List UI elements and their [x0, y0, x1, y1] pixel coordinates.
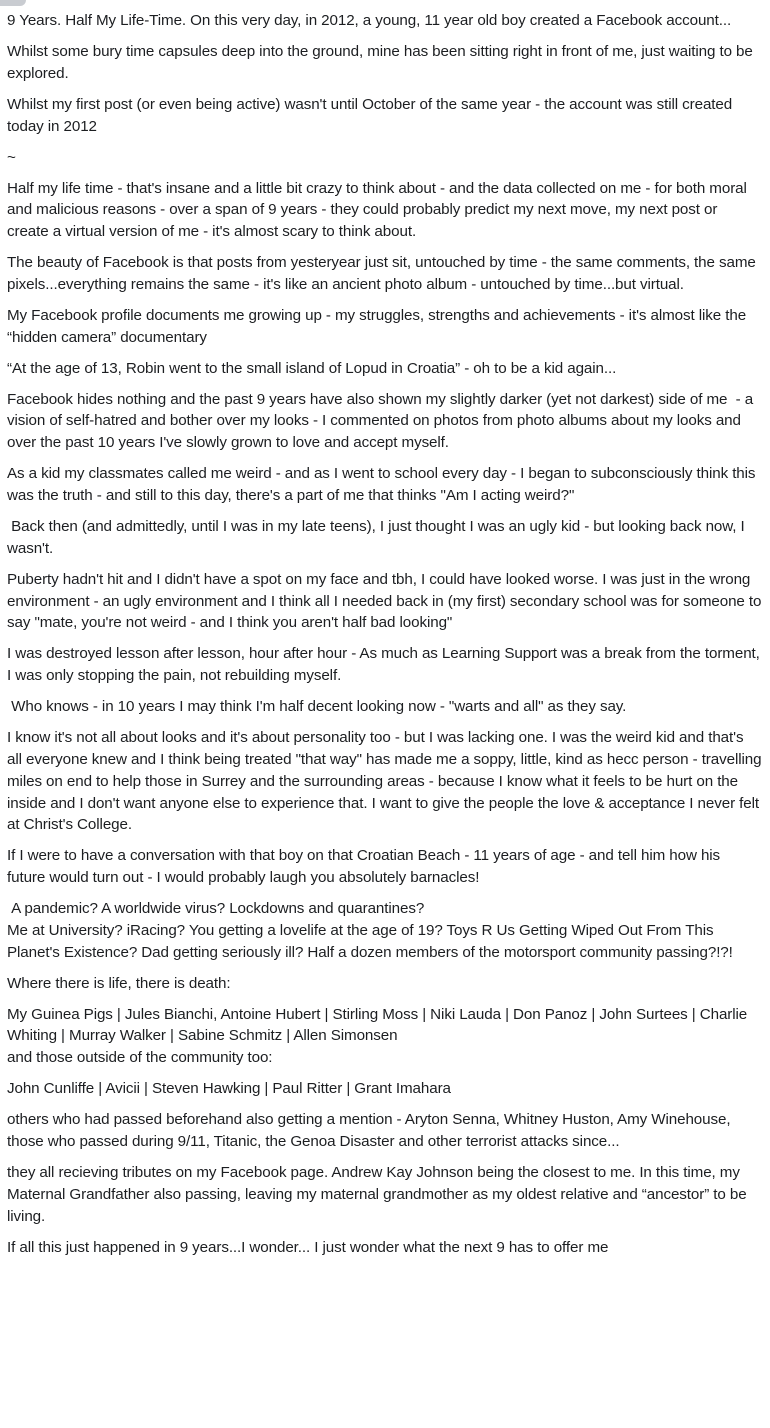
- post-paragraph: If all this just happened in 9 years...I wonder... I just wonder what the next 9 has to offer me: [7, 1238, 609, 1256]
- post-paragraph: A pandemic? A worldwide virus? Lockdowns and quarantines? Me at University? iRacing? You getting a lovelife at the age of 19? Toys R Us Getting Wiped Out From This Planet's Existence? Dad getting seriously ill? Half a dozen members of the motorsport community passing?!?!: [7, 900, 733, 961]
- post-paragraph: I know it's not all about looks and it's about personality too - but I was lacking one. I was the weird kid and that's all everyone knew and I think being treated "that way" has made me a soppy, little, kind as hecc person - travelling miles on end to help those in Surrey and the surrounding areas - because I know what it feels to be hurt on the inside and I don't want anyone else to experience that. I want to give the people the love & acceptance I never felt at Christ's College.: [7, 729, 766, 834]
- post-paragraph: Whilst some bury time capsules deep into the ground, mine has been sitting right in front of me, just waiting to be explored.: [7, 42, 757, 82]
- post-paragraph: they all recieving tributes on my Facebook page. Andrew Kay Johnson being the closest to me. In this time, my Maternal Grandfather also passing, leaving my maternal grandmother as my oldest relative and “ancestor” to be living.: [7, 1164, 751, 1225]
- post-paragraph: My Guinea Pigs | Jules Bianchi, Antoine Hubert | Stirling Moss | Niki Lauda | Don Panoz | John Surtees | Charlie Whiting | Murray Walker | Sabine Schmitz | Allen Simonsen and those outside of the community too:: [7, 1005, 748, 1067]
- post-paragraph: The beauty of Facebook is that posts from yesteryear just sit, untouched by time - the same comments, the same pixels...everything remains the same - it's like an ancient photo album - untouched by time...but virtual.: [7, 254, 760, 293]
- post-paragraph: Puberty hadn't hit and I didn't have a spot on my face and tbh, I could have looked worse. I was just in the wrong environment - an ugly environment and I think all I needed back in (my first) secondary school was for someone to say "mate, you're not weird - and I think you aren't half bad looking": [7, 570, 766, 632]
- post-paragraph: I was destroyed lesson after lesson, hour after hour - As much as Learning Support was a break from the torment, I was only stopping the pain, not rebuilding myself.: [7, 645, 764, 685]
- post-paragraph: Back then (and admittedly, until I was in my late teens), I just thought I was an ugly kid - but looking back now, I wasn't.: [7, 518, 749, 557]
- post-paragraph: If I were to have a conversation with that boy on that Croatian Beach - 11 years of age - and tell him how his future would turn out - I would probably laugh you absolutely barnacles!: [7, 847, 725, 887]
- post-paragraph: Half my life time - that's insane and a little bit crazy to think about - and the data collected on me - for both moral and malicious reasons - over a span of 9 years - they could probably predict my next move, my next post or create a virtual version of me - it's almost scary to think about.: [7, 179, 751, 241]
- post-paragraph: Where there is life, there is death:: [7, 974, 231, 992]
- post-paragraph: Whilst my first post (or even being active) wasn't until October of the same year - the account was still created today in 2012: [7, 95, 737, 135]
- post-paragraph: My Facebook profile documents me growing up - my struggles, strengths and achievements - it's almost like the “hidden camera” documentary: [7, 306, 751, 346]
- post-paragraph: As a kid my classmates called me weird - and as I went to school every day - I began to subconsciously think this was the truth - and still to this day, there's a part of me that thinks "Am I acting weird?": [7, 465, 760, 505]
- post-paragraph: Facebook hides nothing and the past 9 years have also shown my slightly darker (yet not darkest) side of me - a vision of self-hatred and bother over my looks - I commented on photos from photo albums about my looks and over the past 10 years I've slowly grown to love and accept myself.: [7, 390, 758, 452]
- post-paragraph: “At the age of 13, Robin went to the small island of Lopud in Croatia” - oh to be a kid again...: [7, 359, 617, 377]
- post-paragraph: Who knows - in 10 years I may think I'm half decent looking now - "warts and all" as they say.: [7, 698, 627, 716]
- post-paragraph: John Cunliffe | Avicii | Steven Hawking | Paul Ritter | Grant Imahara: [7, 1080, 451, 1098]
- post-paragraph: others who had passed beforehand also getting a mention - Aryton Senna, Whitney Huston, Amy Winehouse, those who passed during 9/11, Titanic, the Genoa Disaster and other terrorist attacks since...: [7, 1111, 735, 1151]
- post-paragraph: 9 Years. Half My Life-Time. On this very day, in 2012, a young, 11 year old boy created a Facebook account...: [7, 12, 732, 29]
- post-separator: ~: [7, 148, 16, 166]
